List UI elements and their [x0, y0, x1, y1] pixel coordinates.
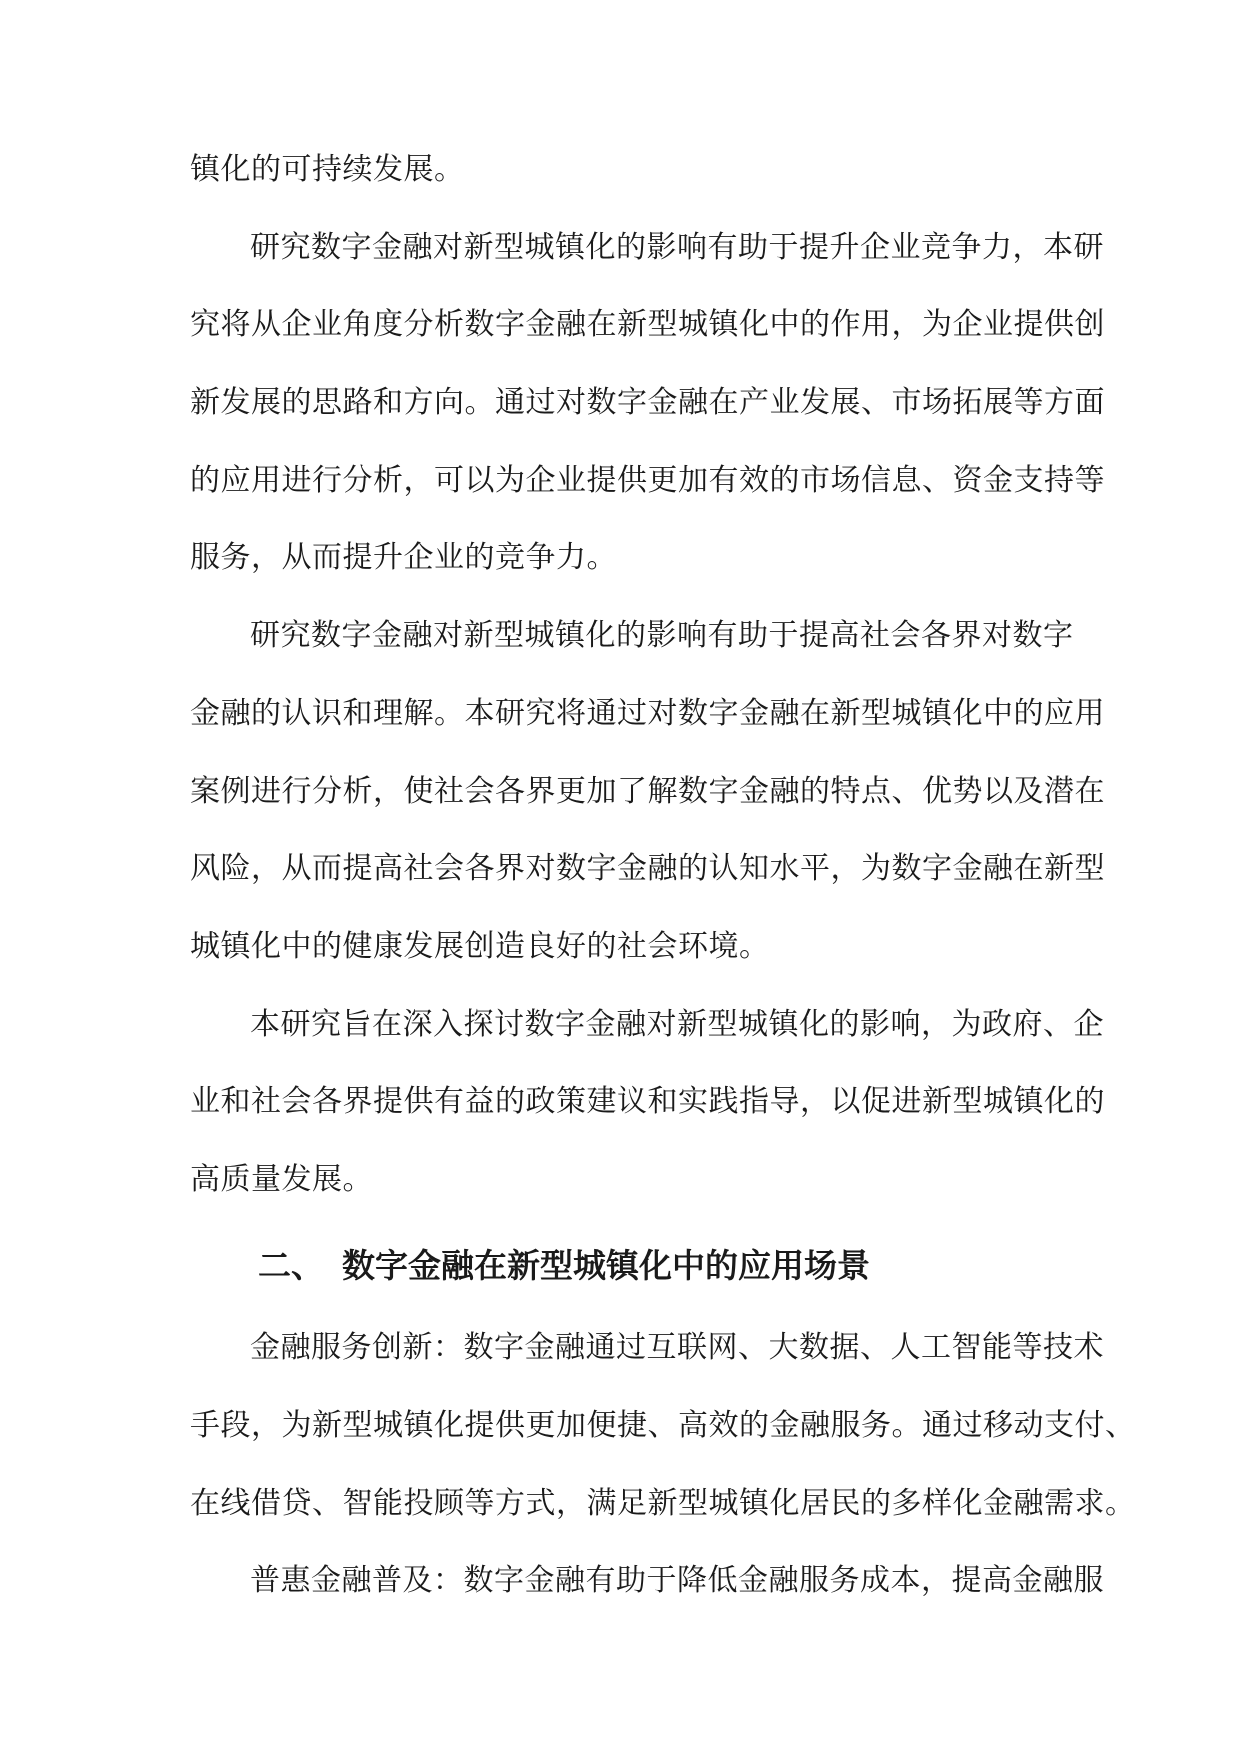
text-line: 案例进行分析，使社会各界更加了解数字金融的特点、优势以及潜在 — [190, 774, 1105, 809]
text-line: 新发展的思路和方向。通过对数字金融在产业发展、市场拓展等方面 — [190, 385, 1105, 420]
text-line: 研究数字金融对新型城镇化的影响有助于提高社会各界对数字 — [250, 618, 1074, 653]
text-line: 高质量发展。 — [190, 1162, 373, 1197]
text-line: 金融服务创新：数字金融通过互联网、大数据、人工智能等技术 — [250, 1330, 1104, 1365]
text-line: 手段，为新型城镇化提供更加便捷、高效的金融服务。通过移动支付、 — [190, 1408, 1136, 1443]
text-line: 业和社会各界提供有益的政策建议和实践指导，以促进新型城镇化的 — [190, 1084, 1105, 1119]
text-line: 风险，从而提高社会各界对数字金融的认知水平，为数字金融在新型 — [190, 851, 1105, 886]
text-line: 在线借贷、智能投顾等方式，满足新型城镇化居民的多样化金融需求。 — [190, 1486, 1136, 1521]
text-line: 究将从企业角度分析数字金融在新型城镇化中的作用，为企业提供创 — [190, 307, 1105, 342]
text-line: 研究数字金融对新型城镇化的影响有助于提升企业竞争力，本研 — [250, 230, 1104, 265]
section-number: 二、 — [258, 1246, 324, 1285]
text-line: 镇化的可持续发展。 — [190, 152, 465, 187]
text-line: 普惠金融普及：数字金融有助于降低金融服务成本，提高金融服 — [250, 1563, 1104, 1598]
text-line: 的应用进行分析，可以为企业提供更加有效的市场信息、资金支持等 — [190, 463, 1105, 498]
text-line: 金融的认识和理解。本研究将通过对数字金融在新型城镇化中的应用 — [190, 696, 1105, 731]
section-title: 数字金融在新型城镇化中的应用场景 — [342, 1246, 870, 1285]
section-heading — [258, 1244, 870, 1288]
text-line: 服务，从而提升企业的竞争力。 — [190, 540, 617, 575]
text-line: 城镇化中的健康发展创造良好的社会环境。 — [190, 929, 770, 964]
text-line: 本研究旨在深入探讨数字金融对新型城镇化的影响，为政府、企 — [250, 1007, 1104, 1042]
